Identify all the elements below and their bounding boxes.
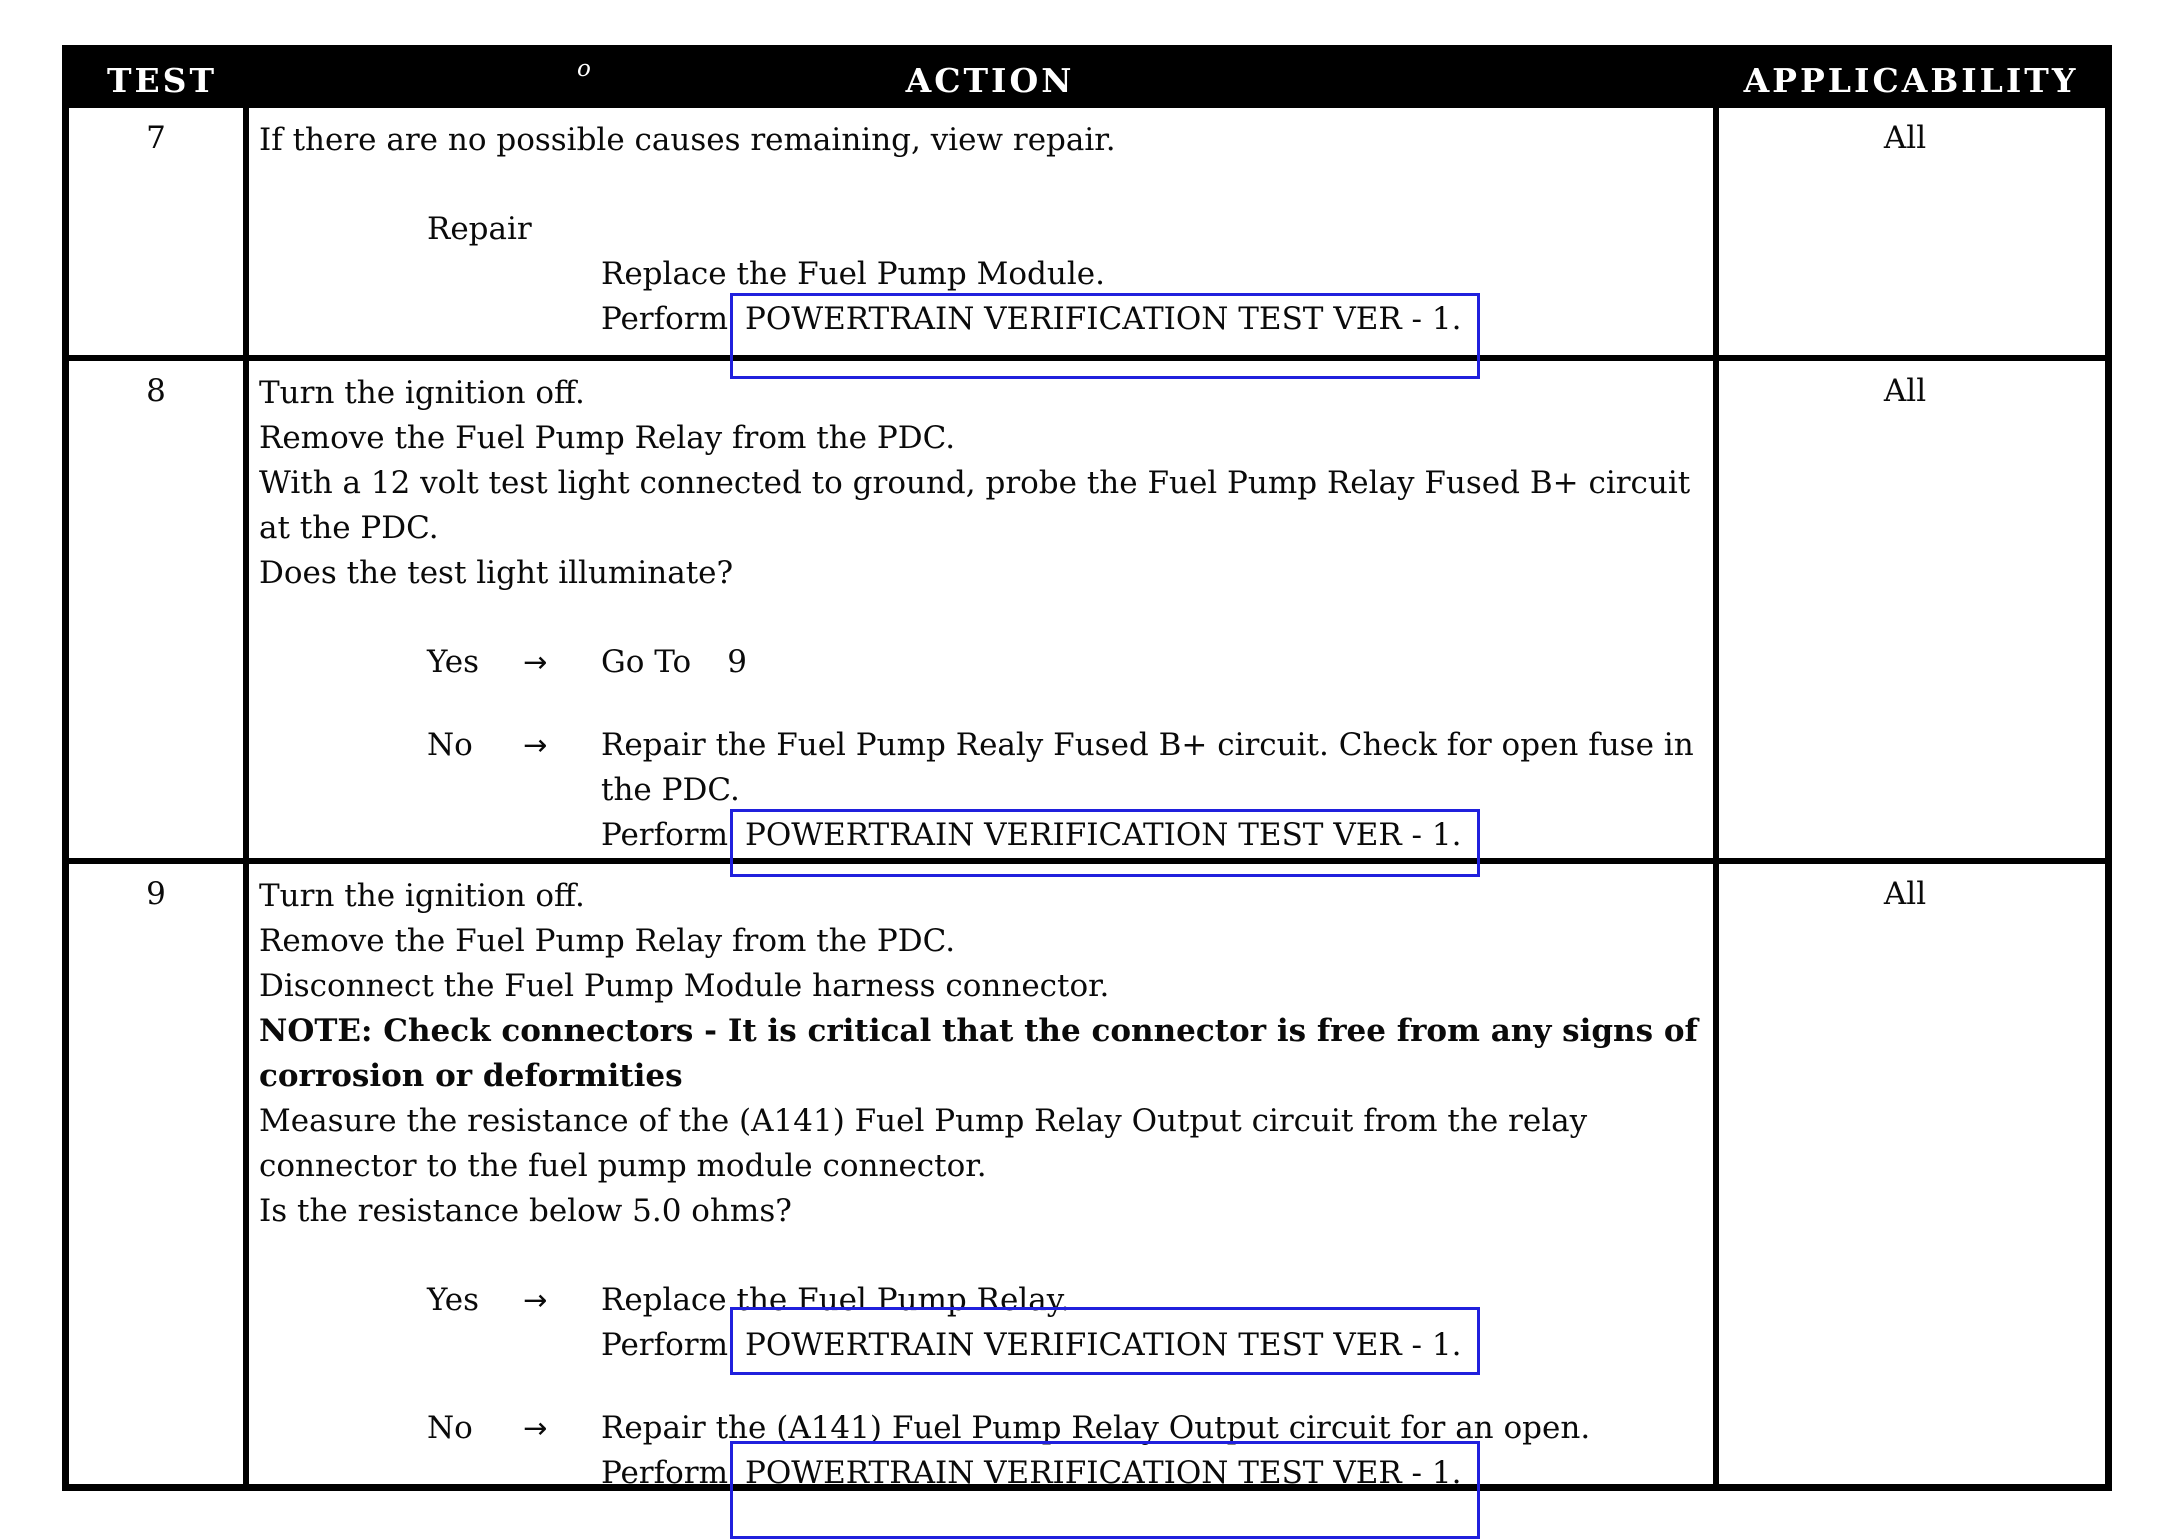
- perform-line: [601, 1323, 1701, 1368]
- table-row-test-7: [69, 108, 2105, 355]
- arrow-right-icon: →: [523, 645, 548, 679]
- applicability-value: All: [1883, 876, 1927, 912]
- action-text: Turn the ignition off.: [259, 878, 585, 914]
- arrow-right-icon: →: [523, 1411, 548, 1445]
- action-text: If there are no possible causes remaining, view repair.: [259, 122, 1116, 158]
- arrow-right-icon: →: [523, 1283, 548, 1317]
- perform-word: Perform: [601, 817, 728, 853]
- verification-test-link[interactable]: POWERTRAIN VERIFICATION TEST VER - 1.: [730, 1441, 1480, 1539]
- no-label: No: [427, 727, 473, 763]
- no-action: [601, 723, 1701, 858]
- perform-line: [601, 1451, 1701, 1496]
- applicability-value: All: [1883, 120, 1927, 156]
- header-applicability: APPLICABILITY: [1743, 60, 2079, 100]
- no-branch: [259, 723, 1701, 858]
- action-cell: [249, 864, 1719, 1491]
- no-action-text: Repair the (A141) Fuel Pump Relay Output circuit for an open.: [601, 1410, 1591, 1446]
- action-text: Measure the resistance of the (A141) Fuel Pump Relay Output circuit from the relay connector to the fuel pump module connector.: [259, 1103, 1588, 1184]
- scan-artifact-glyph: o: [577, 56, 591, 82]
- no-label: No: [427, 1410, 473, 1446]
- action-text: Turn the ignition off.: [259, 375, 585, 411]
- perform-word: Perform: [601, 301, 728, 337]
- verification-test-link[interactable]: POWERTRAIN VERIFICATION TEST VER - 1.: [730, 293, 1480, 379]
- applicability-value: All: [1883, 373, 1927, 409]
- verification-test-link[interactable]: POWERTRAIN VERIFICATION TEST VER - 1.: [730, 809, 1480, 877]
- test-number: 7: [69, 108, 249, 355]
- action-text: Remove the Fuel Pump Relay from the PDC.: [259, 923, 956, 959]
- yes-branch: [259, 640, 1701, 685]
- yes-action-text: Replace the Fuel Pump Relay.: [601, 1282, 1070, 1318]
- no-action: [601, 1406, 1701, 1496]
- repair-instruction: Replace the Fuel Pump Module.: [601, 256, 1105, 292]
- note-text: NOTE: Check connectors - It is critical that the connector is free from any signs of corrosion or deformities: [259, 1013, 1698, 1094]
- perform-word: Perform: [601, 1327, 728, 1363]
- yes-action: [601, 640, 1701, 685]
- perform-line: [601, 813, 1701, 858]
- header-action: ACTION: [905, 60, 1075, 100]
- yes-label: Yes: [427, 644, 480, 680]
- action-text: With a 12 volt test light connected to ground, probe the Fuel Pump Relay Fused B+ circuit at the PDC.: [259, 465, 1691, 546]
- test-number: 9: [69, 864, 249, 1484]
- action-question: Is the resistance below 5.0 ohms?: [259, 1193, 792, 1229]
- action-question: Does the test light illuminate?: [259, 555, 734, 591]
- header-test: TEST: [106, 60, 218, 100]
- table-header-row: [69, 52, 2105, 108]
- no-action-text: Repair the Fuel Pump Realy Fused B+ circuit. Check for open fuse in the PDC.: [601, 727, 1694, 808]
- table-row-test-8: [69, 355, 2105, 858]
- arrow-right-icon: →: [523, 728, 548, 762]
- action-cell: [249, 108, 1719, 355]
- yes-label: Yes: [427, 1282, 480, 1318]
- action-text: Remove the Fuel Pump Relay from the PDC.: [259, 420, 956, 456]
- diagnostic-test-table: [62, 45, 2112, 1491]
- repair-label: Repair: [427, 211, 532, 247]
- action-cell: [249, 361, 1719, 858]
- perform-word: Perform: [601, 1455, 728, 1491]
- yes-branch: [259, 1278, 1701, 1368]
- goto-target-step: 9: [727, 644, 747, 680]
- yes-action: [601, 1278, 1701, 1368]
- action-text: Disconnect the Fuel Pump Module harness connector.: [259, 968, 1110, 1004]
- test-number: 8: [69, 361, 249, 858]
- verification-test-link[interactable]: POWERTRAIN VERIFICATION TEST VER - 1.: [730, 1307, 1480, 1375]
- no-branch: [259, 1406, 1701, 1496]
- goto-text: Go To: [601, 644, 692, 680]
- table-row-test-9: [69, 858, 2105, 1491]
- perform-line: [601, 297, 1701, 342]
